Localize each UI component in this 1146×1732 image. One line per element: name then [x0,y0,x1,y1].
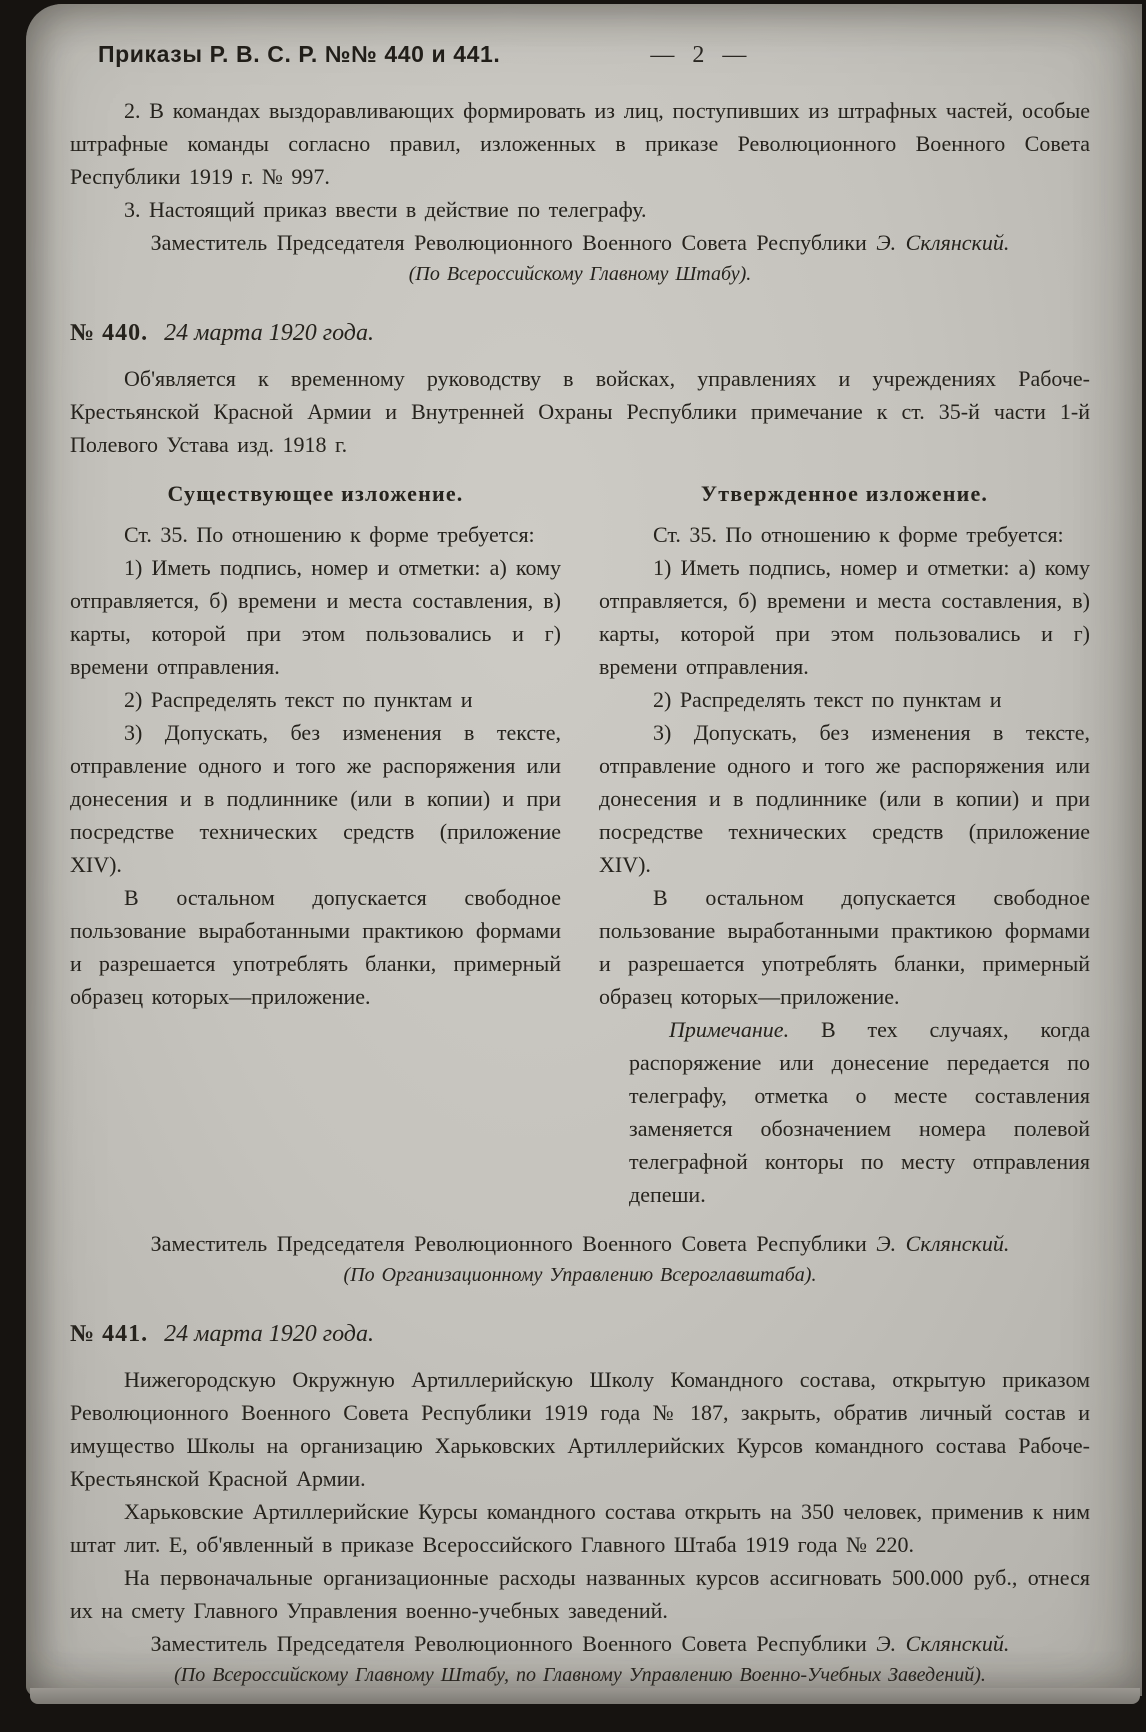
order-440-intro: Об'является к временному руководству в войсках, управлениях и учреждениях Рабоче-Крестьянской Красной Армии и Внутренней Охраны Республики примечание к ст. 35-й части 1-й Полевого Устава изд. 1918 г. [70,366,1090,457]
paragraph: На первоначальные организационные расходы названных курсов ассигновать 500.000 руб., отнеся их на смету Главного Управления военно-учебных заведений. [70,1565,1090,1623]
signature-name: Э. Склянский. [876,1631,1010,1656]
signature-line [70,1627,1090,1660]
paragraph: 3. Настоящий приказ ввести в действие по телеграфу. [124,197,647,222]
attribution-line: (По Организационному Управлению Всероглавштаба). [343,1264,817,1286]
signature-role: Заместитель Председателя Революционного Военного Совета Республики [150,1631,867,1656]
paragraph: 1) Иметь подпись, номер и отметки: а) кому отправляется, б) времени и места составления, в) карты, которой при этом пользовались и г) времени отправления. [599,555,1090,679]
scanned-page [26,4,1142,1696]
paragraph: 2) Распределять текст по пунктам и [124,687,473,712]
paragraph: Нижегородскую Окружную Артиллерийскую Школу Командного состава, открытую приказом Революционного Военного Совета Республики 1919 года № 187, закрыть, обратив личный состав и имущество Школы на организацию Харьковских Артиллерийских Курсов командного состава Рабоче-Крестьянской Красной Армии. [70,1367,1090,1491]
paragraph: Ст. 35. По отношению к форме требуется: [124,522,535,547]
order-441-number: № 441. [70,1321,149,1347]
two-column-comparison [70,477,1090,1211]
paragraph: В остальном допускается свободное пользование выработанными практикою формами и разрешается употреблять бланки, примерный образец которых—приложение. [70,885,561,1009]
column-existing-version [70,477,561,1211]
column-heading-existing: Существующее изложение. [167,481,464,506]
running-header [70,38,1090,72]
paragraph: В остальном допускается свободное пользование выработанными практикою формами и разрешается употреблять бланки, примерный образец которых—приложение. [599,885,1090,1009]
signature-role: Заместитель Председателя Революционного Военного Совета Республики [150,1231,867,1256]
note-label: Примечание. [669,1017,790,1042]
attribution-line: (По Всероссийскому Главному Штабу, по Главному Управлению Военно-Учебных Заведений). [174,1664,986,1686]
order-440-number: № 440. [70,320,149,346]
page-number: — 2 — [650,42,753,68]
signature-name: Э. Склянский. [876,1231,1010,1256]
signature-name: Э. Склянский. [876,230,1010,255]
document-title: Приказы Р. В. С. Р. №№ 440 и 441. [98,41,501,67]
note-text: В тех случаях, когда распоряжение или донесение передается по телеграфу, отметка о месте составления заменяется обозначением номера полевой телеграфной конторы по месту отправления депеши. [629,1017,1090,1207]
paragraph: 2. В командах выздоравливающих формировать из лиц, поступивших из штрафных частей, особые штрафные команды согласно правил, изложенных в приказе Революционного Военного Совета Республики 1919 г. № 997. [70,98,1090,189]
paragraph: 1) Иметь подпись, номер и отметки: а) кому отправляется, б) времени и места составления, в) карты, которой при этом пользовались и г) времени отправления. [70,555,561,679]
paragraph: 3) Допускать, без изменения в тексте, отправление одного и того же распоряжения или донесения и в подлиннике (или в копии) и при посредстве технических средств (приложение XIV). [599,720,1090,877]
order-441-date: 24 марта 1920 года. [164,1321,374,1347]
attribution-line: (По Всероссийскому Главному Штабу). [408,263,752,285]
note-paragraph [629,1013,1090,1211]
signature-line [70,1227,1090,1260]
column-heading-approved: Утвержденное изложение. [700,481,989,506]
paragraph: 3) Допускать, без изменения в тексте, отправление одного и того же распоряжения или донесения и в подлиннике (или в копии) и при посредстве технических средств (приложение XIV). [70,720,561,877]
page-content [26,4,1142,1691]
paragraph: 2) Распределять текст по пунктам и [653,687,1002,712]
order-441-heading [70,1319,1090,1349]
order-440-date: 24 марта 1920 года. [164,320,374,346]
signature-line [70,226,1090,259]
paragraph: Харьковские Артиллерийские Курсы командного состава открыть на 350 человек, применив к ним штат лит. Е, об'явленный в приказе Всероссийского Главного Штаба 1919 года № 220. [70,1499,1090,1557]
paragraph: Ст. 35. По отношению к форме требуется: [653,522,1064,547]
signature-role: Заместитель Председателя Революционного Военного Совета Республики [150,230,867,255]
page-bottom-edge [30,1688,1140,1704]
column-approved-version [599,477,1090,1211]
order-440-heading [70,318,1090,348]
